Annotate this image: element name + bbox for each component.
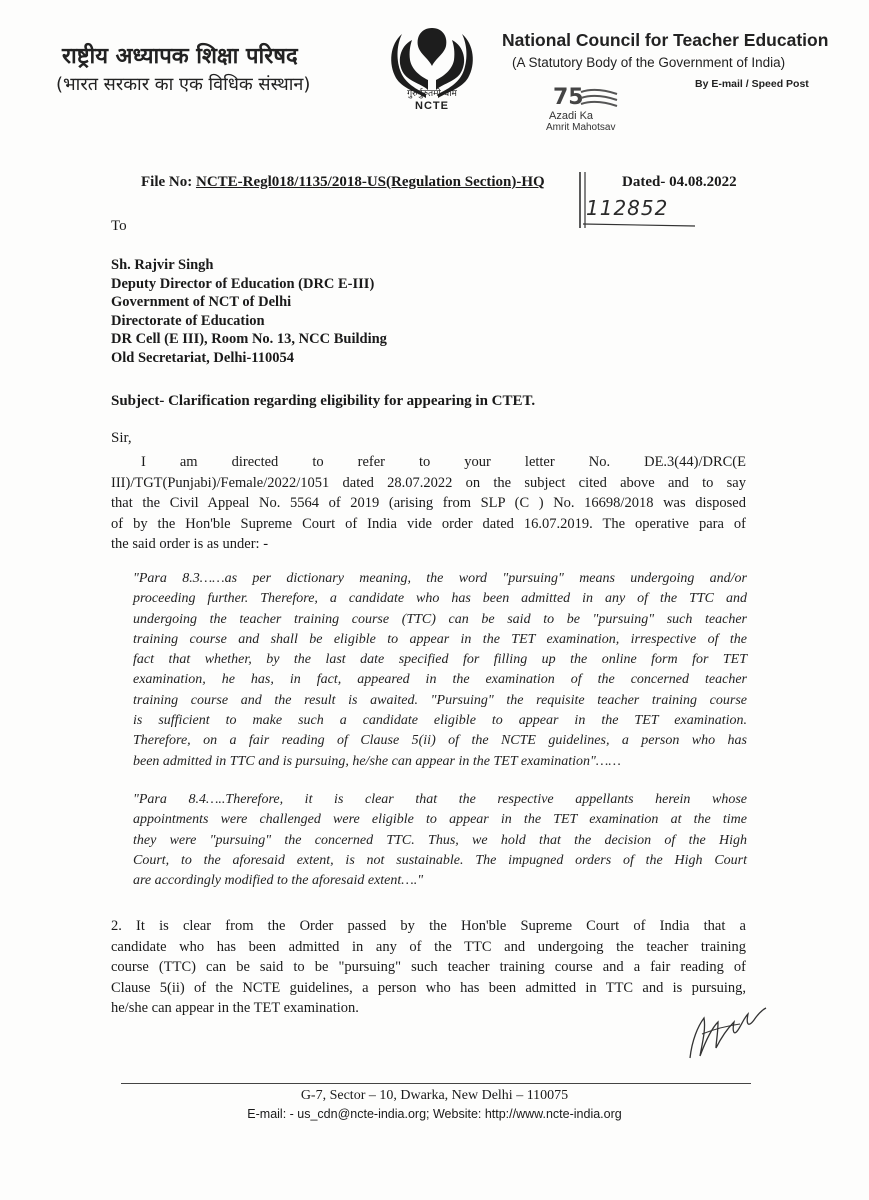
file-number: NCTE-Regl018/1135/2018-US(Regulation Section)-HQ	[195, 174, 545, 190]
salutation: Sir,	[111, 430, 132, 446]
delivery-mode: By E-mail / Speed Post	[695, 78, 809, 90]
letter-date: Dated- 04.08.2022	[622, 174, 737, 190]
footer-contact: E-mail: - us_cdn@ncte-india.org; Website: http://www.ncte-india.org	[247, 1107, 622, 1121]
footer-divider	[121, 1083, 751, 1084]
paragraph-line: Clause 5(ii) of the NCTE guidelines, a person who has been admitted in TTC and is pursuing,	[111, 979, 746, 996]
english-org-subtitle: (A Statutory Body of the Government of India)	[512, 55, 786, 70]
hindi-org-subtitle: (भारत सरकार का एक विधिक संस्थान)	[56, 74, 311, 95]
quote-line: been admitted in TTC and is pursuing, he/she can appear in the TET examination"……	[133, 753, 621, 769]
quote-para-8-4	[133, 790, 747, 891]
recipient-address	[111, 256, 387, 367]
quote-line: they were "pursuing" the concerned TTC. Thus, we hold that the decision of the High	[133, 832, 747, 848]
paragraph-line: III)/TGT(Punjabi)/Female/2022/1051 dated 28.07.2022 on the subject cited above and to say	[111, 474, 746, 491]
address-line: DR Cell (E III), Room No. 13, NCC Building	[111, 331, 387, 347]
paragraph-2	[111, 916, 746, 1019]
quote-line: examination, he has, in fact, appeared in the examination of the concerned teacher	[133, 672, 747, 688]
quote-line: are accordingly modified to the aforesaid extent…."	[133, 873, 424, 889]
svg-text:75: 75	[553, 85, 584, 110]
address-line: Directorate of Education	[111, 312, 265, 329]
english-org-title: National Council for Teacher Education	[502, 30, 829, 50]
address-line: Old Secretariat, Delhi-110054	[111, 349, 294, 366]
logo-ncte-text: NCTE	[415, 100, 449, 112]
signature-icon	[682, 1000, 772, 1062]
quote-line: undergoing the teacher training course (TTC) can be said to be "pursuing" such teacher	[133, 611, 747, 627]
file-number-line	[141, 174, 545, 191]
quote-line: is sufficient to make such a candidate eligible to appear in the TET examination.	[133, 713, 747, 729]
paragraph-line: course (TTC) can be said to be "pursuing" such teacher training course and a fair reading of	[111, 959, 746, 975]
quote-line: "Para 8.4…..Therefore, it is clear that the respective appellants herein whose	[133, 792, 747, 807]
quote-line: Court, to the aforesaid extent, is not sustainable. The impugned orders of the High Court	[133, 852, 747, 868]
footer-address: G-7, Sector – 10, Dwarka, New Delhi – 110075	[300, 1088, 569, 1103]
paragraph-line: of by the Hon'ble Supreme Court of India vide order dated 16.07.2019. The operative para of	[111, 515, 746, 532]
quote-line: training course and the result is awaited. "Pursuing" the requisite teacher training course	[133, 692, 747, 708]
handwritten-diary-number: 112852	[586, 196, 669, 220]
quote-line: Therefore, on a fair reading of Clause 5(ii) of the NCTE guidelines, a person who has	[133, 733, 747, 749]
hindi-org-title: राष्ट्रीय अध्यापक शिक्षा परिषद	[62, 44, 298, 69]
quote-line: appointments were challenged were eligible to appear in the TET examination at the time	[133, 812, 747, 828]
paragraph-line: 2. It is clear from the Order passed by the Hon'ble Supreme Court of India that a	[111, 918, 746, 934]
quote-para-8-3	[133, 569, 747, 772]
paragraph-line: candidate who has been admitted in any of the TTC and undergoing the teacher training	[111, 938, 746, 955]
azadi-text-line1: Azadi Ka	[549, 110, 594, 122]
address-line: Deputy Director of Education (DRC E-III)	[111, 275, 375, 292]
address-line: Government of NCT of Delhi	[111, 294, 292, 310]
to-label: To	[111, 218, 127, 234]
paragraph-line: the said order is as under: -	[111, 536, 269, 552]
logo-hindi-motto: गुरुर्गुरुतमो धाम	[407, 89, 457, 99]
paragraph-line: I am directed to refer to your letter No. DE.3(44)/DRC(E	[141, 454, 746, 470]
address-line: Sh. Rajvir Singh	[111, 257, 214, 273]
quote-line: proceeding further. Therefore, a candidate who has been admitted in any of the TTC and	[133, 591, 747, 607]
azadi-text-line2: Amrit Mahotsav	[546, 122, 616, 133]
paragraph-line: he/she can appear in the TET examination.	[111, 1000, 359, 1016]
subject-line: Subject- Clarification regarding eligibility for appearing in CTET.	[111, 393, 536, 409]
file-label: File No:	[141, 174, 196, 190]
quote-line: "Para 8.3……as per dictionary meaning, the word "pursuing" means undergoing and/or	[133, 571, 747, 586]
paragraph-1	[111, 452, 746, 555]
quote-line: training course and shall be eligible to appear in the TET examination, irrespective of the	[133, 631, 747, 647]
quote-line: fact that whether, by the last date specified for filling up the online form for TET	[133, 652, 747, 668]
paragraph-line: that the Civil Appeal No. 5564 of 2019 (arising from SLP (C ) No. 16698/2018 was disposed	[111, 495, 746, 511]
